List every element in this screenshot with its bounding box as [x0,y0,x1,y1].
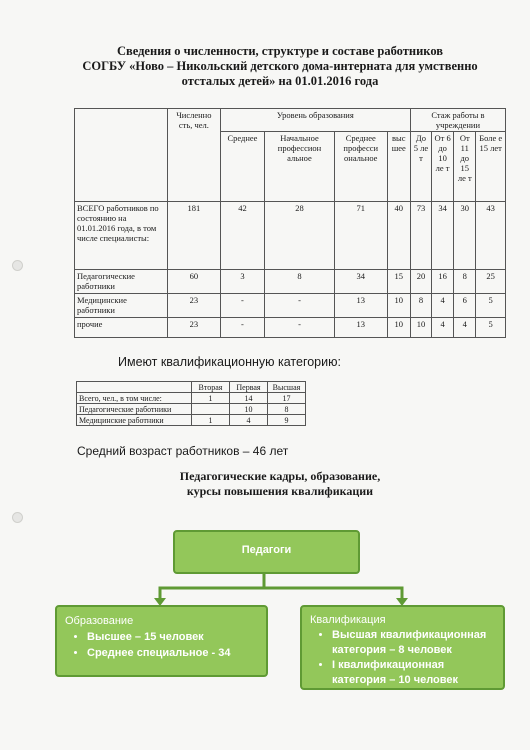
qualification-title: Квалификация [310,614,386,626]
header-exp-col: От 11 до 15 ле т [454,132,476,202]
header-count: Численно сть, чел. [167,109,220,202]
list-item: • Высшая квалификационная категория – 8 человек [332,628,495,658]
list-item: • I квалификационная категория – 10 человек [332,658,495,688]
qualification-heading: Имеют квалификационную категорию: [118,355,341,369]
list-item: • Высшее – 15 человек [87,629,258,645]
table-row: Педагогические работники 10 8 [77,404,306,415]
header-edu-col: Среднее професси ональное [334,132,387,202]
table-row: Педагогические работники 60 3 8 34 15 20 16 8 25 [75,270,506,294]
education-list [65,629,258,661]
table-row: Медицинские работники 1 4 9 [77,415,306,426]
header-edu-col: выс шее [387,132,410,202]
header-exp-col: Боле е 15 лет [476,132,506,202]
qualification-list [310,628,495,688]
header-exp-col: До 5 ле т [410,132,431,202]
education-title: Образование [65,615,134,627]
header-highest: Высшая [268,382,306,393]
document-title: Сведения о численности, структуре и составе работников СОГБУ «Ново – Никольский детского дома-интерната для умственно отсталых детей» на 01.01.2016 года [82,44,478,88]
header-exp-col: От 6 до 10 ле т [432,132,454,202]
connector-right [264,588,402,603]
connector-left [160,572,264,603]
section-title: Педагогические кадры, образование, курсы повышения квалификации [179,469,381,498]
header-first: Первая [230,382,268,393]
header-second: Вторая [192,382,230,393]
table-row: прочие 23 - - 13 10 10 4 4 5 [75,318,506,338]
list-item: • Среднее специальное - 34 [87,645,258,661]
average-age: Средний возраст работников – 46 лет [77,444,289,458]
table-row: Медицинские работники 23 - - 13 10 8 4 6 5 [75,294,506,318]
header-edu-col: Среднее [220,132,264,202]
teachers-box: Педагоги [173,530,360,574]
table-row: ВСЕГО работников по состоянию на 01.01.2016 года, в том числе специалисты: 181 42 28 71 40 73 34 30 43 [75,202,506,270]
header-edu-col: Начальное профессион альное [265,132,335,202]
education-box [55,605,268,677]
table-row: Всего, чел., в том числе: 1 14 17 [77,393,306,404]
header-experience: Стаж работы в учреждении [410,109,505,132]
header-education: Уровень образования [220,109,410,132]
qualification-box [300,605,505,690]
